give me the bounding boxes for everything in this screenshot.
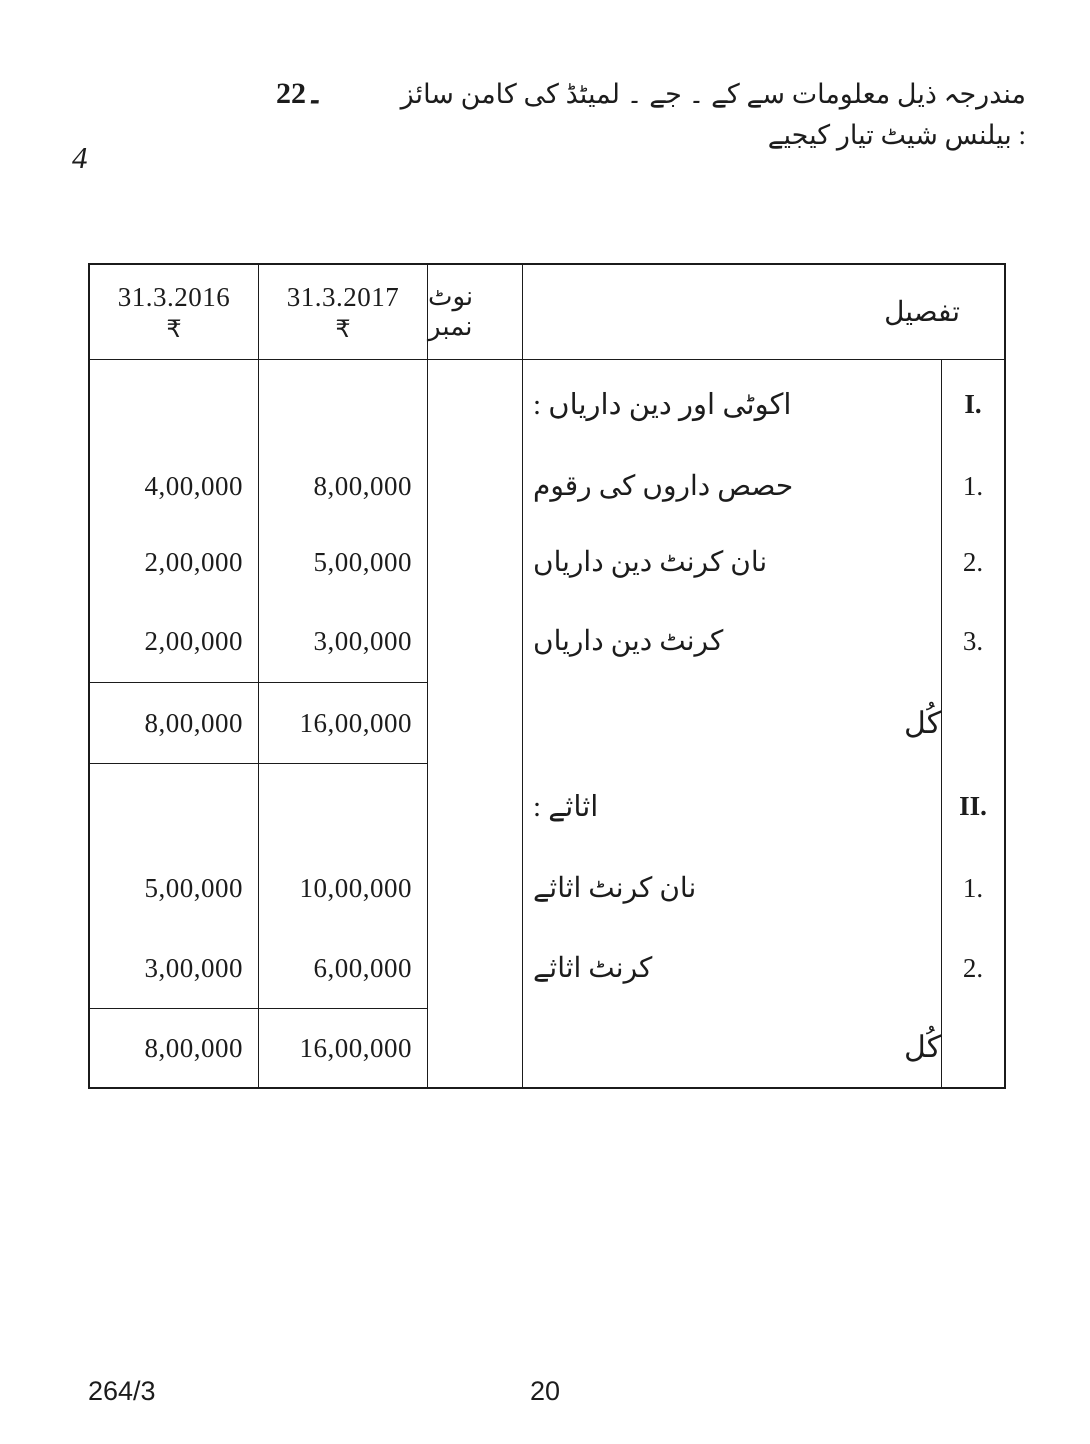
table-row-item bbox=[90, 448, 1004, 524]
marks-value: 4 bbox=[72, 140, 88, 175]
amount-2017 bbox=[259, 764, 428, 848]
amount-2017: 16,00,000 bbox=[259, 682, 428, 764]
table-row-item bbox=[90, 848, 1004, 928]
amount-2017: 6,00,000 bbox=[259, 928, 428, 1008]
amount-2016: 4,00,000 bbox=[90, 448, 259, 524]
balance-sheet-table bbox=[88, 263, 1006, 1089]
table-row-item bbox=[90, 928, 1004, 1008]
note-cell bbox=[428, 682, 523, 764]
note-cell bbox=[428, 524, 523, 600]
serial-label: 2. bbox=[941, 524, 1004, 600]
header-date-2017: 31.3.2017 bbox=[286, 281, 400, 312]
amount-2016: 5,00,000 bbox=[90, 848, 259, 928]
table-row-item bbox=[90, 600, 1004, 682]
total-label: کُل bbox=[903, 1031, 941, 1064]
amount-2016: 3,00,000 bbox=[90, 928, 259, 1008]
particulars-text: حصص داروں کی رقوم bbox=[533, 471, 794, 502]
amount-2017: 16,00,000 bbox=[259, 1008, 428, 1087]
note-cell bbox=[428, 764, 523, 848]
serial-label: II. bbox=[941, 764, 1004, 848]
particulars-cell bbox=[523, 928, 1004, 1008]
header-date-2016: 31.3.2016 bbox=[117, 281, 231, 312]
particulars-cell bbox=[523, 360, 1004, 448]
amount-2016 bbox=[90, 764, 259, 848]
rupee-symbol-2016: ₹ bbox=[166, 314, 182, 343]
amount-2017 bbox=[259, 360, 428, 448]
header-col-2016 bbox=[90, 265, 259, 360]
amount-2017: 10,00,000 bbox=[259, 848, 428, 928]
particulars-text: اکوٹی اور دین داریاں : bbox=[533, 388, 792, 421]
serial-label bbox=[941, 1008, 1004, 1087]
amount-2017: 8,00,000 bbox=[259, 448, 428, 524]
table-row-section-2 bbox=[90, 764, 1004, 848]
particulars-text: کرنٹ دین داریاں bbox=[533, 626, 724, 657]
particulars-text: اثاثے : bbox=[533, 790, 599, 823]
particulars-cell bbox=[523, 448, 1004, 524]
table-row-item bbox=[90, 524, 1004, 600]
particulars-text: نان کرنٹ دین داریاں bbox=[533, 547, 768, 578]
particulars-cell bbox=[523, 848, 1004, 928]
serial-label: 2. bbox=[941, 928, 1004, 1008]
header-col-2017 bbox=[259, 265, 428, 360]
question-line bbox=[276, 74, 1026, 155]
amount-2016: 2,00,000 bbox=[90, 524, 259, 600]
amount-2017: 5,00,000 bbox=[259, 524, 428, 600]
note-cell bbox=[428, 600, 523, 682]
particulars-cell bbox=[523, 600, 1004, 682]
amount-2017: 3,00,000 bbox=[259, 600, 428, 682]
total-label: کُل bbox=[903, 706, 941, 740]
header-note-no: نوٹ نمبر bbox=[428, 265, 523, 360]
note-cell bbox=[428, 928, 523, 1008]
serial-label: 1. bbox=[941, 848, 1004, 928]
amount-2016: 8,00,000 bbox=[90, 1008, 259, 1087]
amount-2016 bbox=[90, 360, 259, 448]
note-cell bbox=[428, 360, 523, 448]
particulars-cell bbox=[523, 682, 1004, 764]
serial-label: 1. bbox=[941, 448, 1004, 524]
amount-2016: 2,00,000 bbox=[90, 600, 259, 682]
table-header-row bbox=[90, 265, 1004, 360]
header-particulars: تفصیل bbox=[523, 265, 1004, 360]
question-number: 22۔ bbox=[276, 77, 324, 110]
note-cell bbox=[428, 1008, 523, 1087]
question-text: مندرجہ ذیل معلومات سے کے ۔ جے ۔ لمیٹڈ کی کامن سائز بیلنس شیٹ تیار کیجیے : bbox=[400, 79, 1026, 150]
rupee-symbol-2017: ₹ bbox=[335, 314, 351, 343]
table-row-total-assets bbox=[90, 1008, 1004, 1087]
table-row-section-1 bbox=[90, 360, 1004, 448]
particulars-text: نان کرنٹ اثاثے bbox=[533, 873, 697, 904]
amount-2016: 8,00,000 bbox=[90, 682, 259, 764]
particulars-cell bbox=[523, 524, 1004, 600]
particulars-text: کرنٹ اثاثے bbox=[533, 953, 653, 984]
paper-code: 264/3 bbox=[88, 1376, 156, 1406]
serial-label: 3. bbox=[941, 600, 1004, 682]
table-row-total-liabilities bbox=[90, 682, 1004, 764]
page-number: 20 bbox=[529, 1376, 561, 1406]
serial-label bbox=[941, 682, 1004, 764]
note-cell bbox=[428, 448, 523, 524]
particulars-cell bbox=[523, 1008, 1004, 1087]
particulars-cell bbox=[523, 764, 1004, 848]
note-cell bbox=[428, 848, 523, 928]
serial-label: I. bbox=[941, 360, 1004, 448]
